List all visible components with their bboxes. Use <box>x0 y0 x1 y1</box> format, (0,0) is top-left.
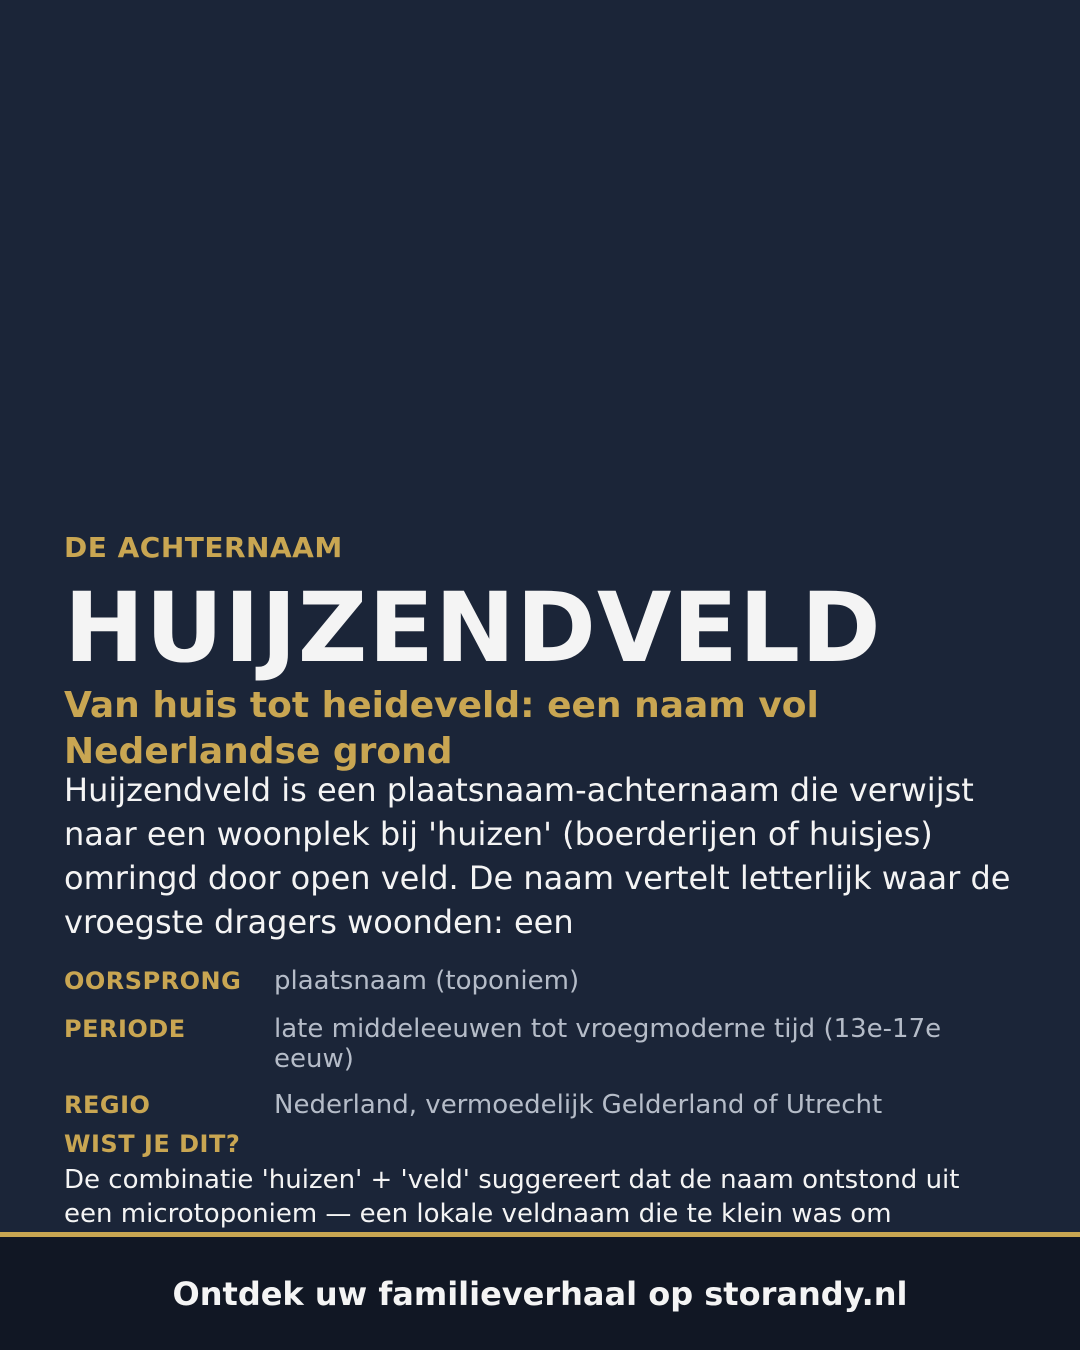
facts-list <box>64 964 1016 1136</box>
fact-row-region <box>64 1088 1016 1122</box>
eyebrow-label: DE ACHTERNAAM <box>64 531 343 564</box>
main-content <box>64 0 1016 1234</box>
fact-label: OORSPRONG <box>64 967 242 995</box>
fact-label: PERIODE <box>64 1015 186 1043</box>
footer-banner <box>0 1232 1080 1350</box>
did-you-know-body: De combinatie 'huizen' + 'veld' suggereert dat de naam ontstond uit een microtoponiem — een lokale veldnaam die te klein was om <box>64 1165 960 1229</box>
fact-row-period <box>64 1012 1016 1074</box>
fact-value: plaatsnaam (toponiem) <box>274 966 580 996</box>
intro-paragraph: Huijzendveld is een plaatsnaam-achternaam die verwijst naar een woonplek bij 'huizen' (boerderijen of huisjes) omringd door open veld. De naam vertelt letterlijk waar de vroegste dragers woonden: een <box>64 771 1011 941</box>
fact-value: late middeleeuwen tot vroegmoderne tijd (13e-17e eeuw) <box>274 1014 942 1074</box>
fact-row-origin <box>64 964 1016 998</box>
footer-cta-link[interactable]: Ontdek uw familieverhaal op storandy.nl <box>172 1274 908 1313</box>
fact-value: Nederland, vermoedelijk Gelderland of Utrecht <box>274 1090 883 1120</box>
surname-title: HUIJZENDVELD <box>64 572 882 684</box>
fact-label: REGIO <box>64 1091 151 1119</box>
did-you-know-title: WIST JE DIT? <box>64 1130 241 1158</box>
tagline: Van huis tot heideveld: een naam vol Nederlandse grond <box>64 685 819 772</box>
